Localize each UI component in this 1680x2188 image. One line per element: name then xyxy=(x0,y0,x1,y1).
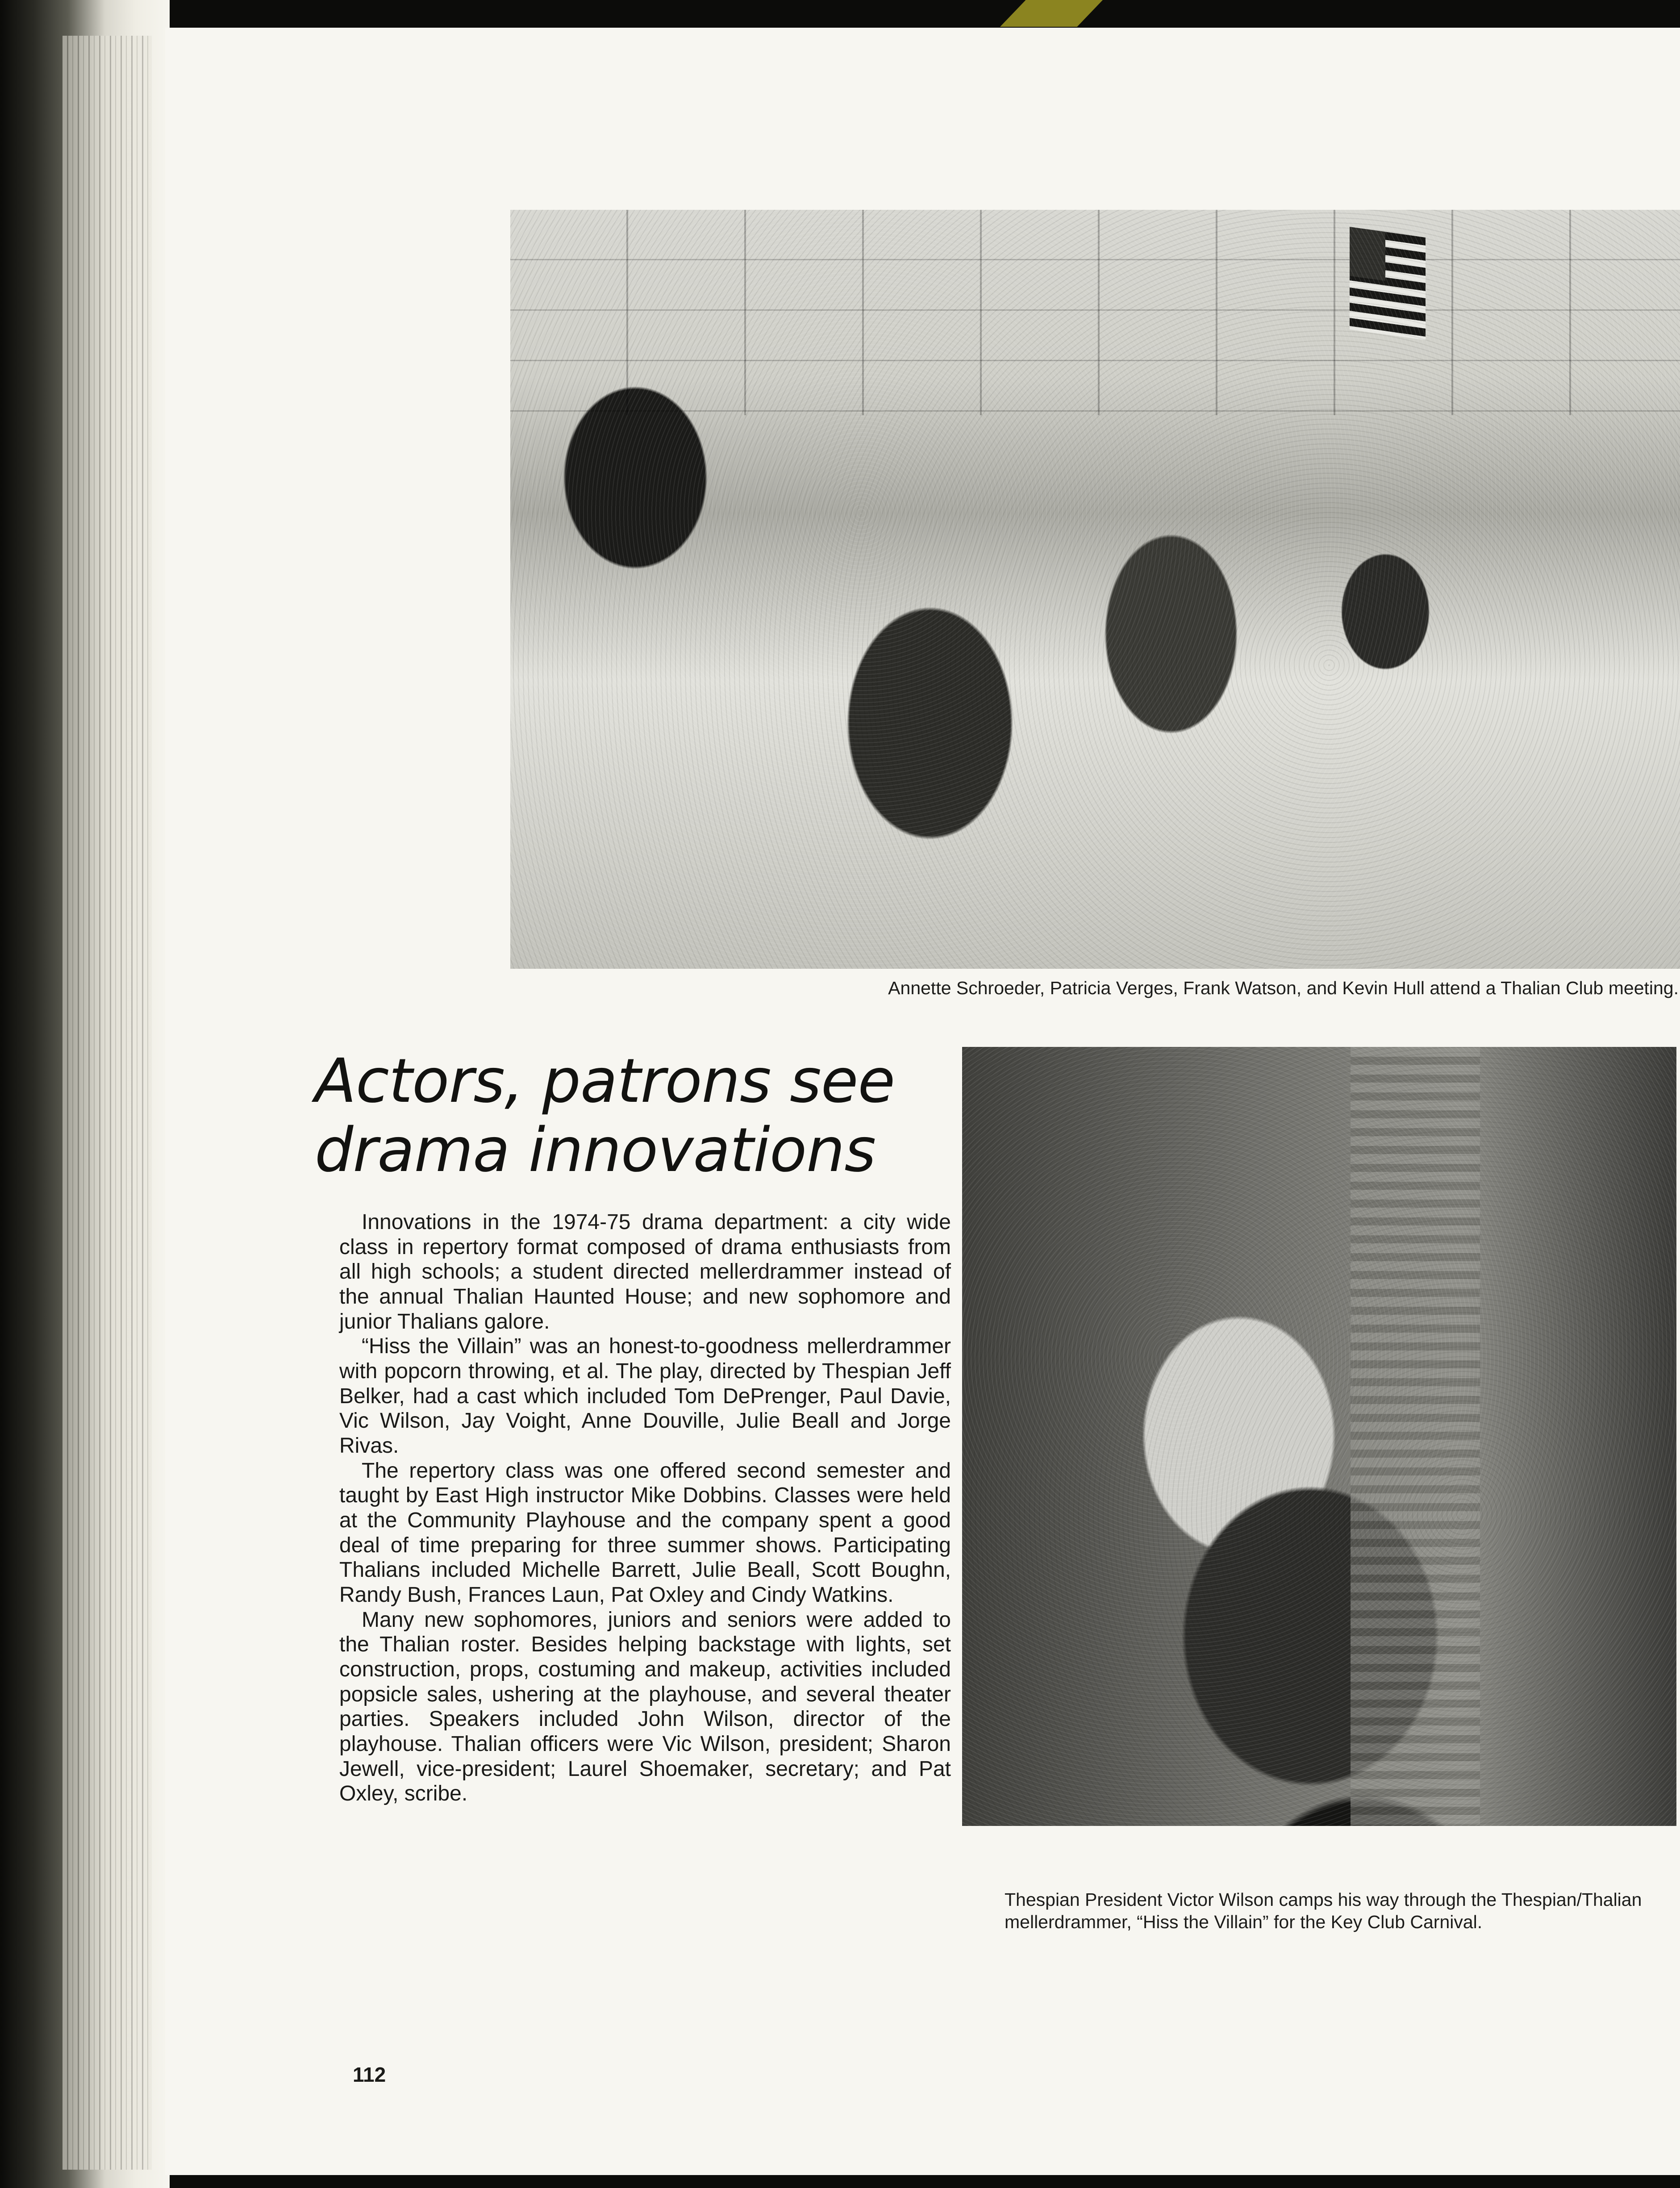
top-photo-caption: Annette Schroeder, Patricia Verges, Frank Watson, and Kevin Hull attend a Thalian Club meeting. xyxy=(888,978,1679,998)
page-number: 112 xyxy=(353,2063,386,2086)
page-edges xyxy=(63,36,152,2170)
top-accent-stripe xyxy=(1000,0,1103,27)
thalian-club-meeting-photo xyxy=(510,210,1680,969)
article-body xyxy=(339,1210,951,1806)
bottom-photo-caption: Thespian President Victor Wilson camps his way through the Thespian/Thalian mellerdrammer, “Hiss the Villain” for the Key Club Carnival. xyxy=(1005,1889,1642,1933)
article-paragraph: Innovations in the 1974-75 drama department: a city wide class in repertory format composed of drama enthusiasts from all high schools; a student directed mellerdrammer instead of the annual Thalian Haunted House; and new sophomore and junior Thalians galore. xyxy=(339,1210,951,1334)
article-headline: Actors, patrons see drama innovations xyxy=(315,1046,895,1186)
article-paragraph: Many new sophomores, juniors and seniors were added to the Thalian roster. Besides helping backstage with lights, set construction, props, costuming and makeup, activities included popsicle sales, ushering at the playhouse, and several theater parties. Speakers included John Wilson, director of the playhouse. Thalian officers were Vic Wilson, president; Sharon Jewell, vice-president; Laurel Shoemaker, secretary; and Pat Oxley, scribe. xyxy=(339,1608,951,1806)
victor-wilson-photo xyxy=(962,1047,1676,1826)
article-paragraph: “Hiss the Villain” was an honest-to-goodness mellerdrammer with popcorn throwing, et al. The play, directed by Thespian Jeff Belker, had a cast which included Tom DePrenger, Paul Davie, Vic Wilson, Jay Voight, Anne Douville, Julie Beall and Jorge Rivas. xyxy=(339,1334,951,1458)
article-paragraph: The repertory class was one offered second semester and taught by East High instructor Mike Dobbins. Classes were held at the Community Playhouse and the company spent a good deal of time preparing for three summer shows. Participating Thalians included Michelle Barrett, Julie Beall, Scott Boughn, Randy Bush, Frances Laun, Pat Oxley and Cindy Watkins. xyxy=(339,1459,951,1607)
